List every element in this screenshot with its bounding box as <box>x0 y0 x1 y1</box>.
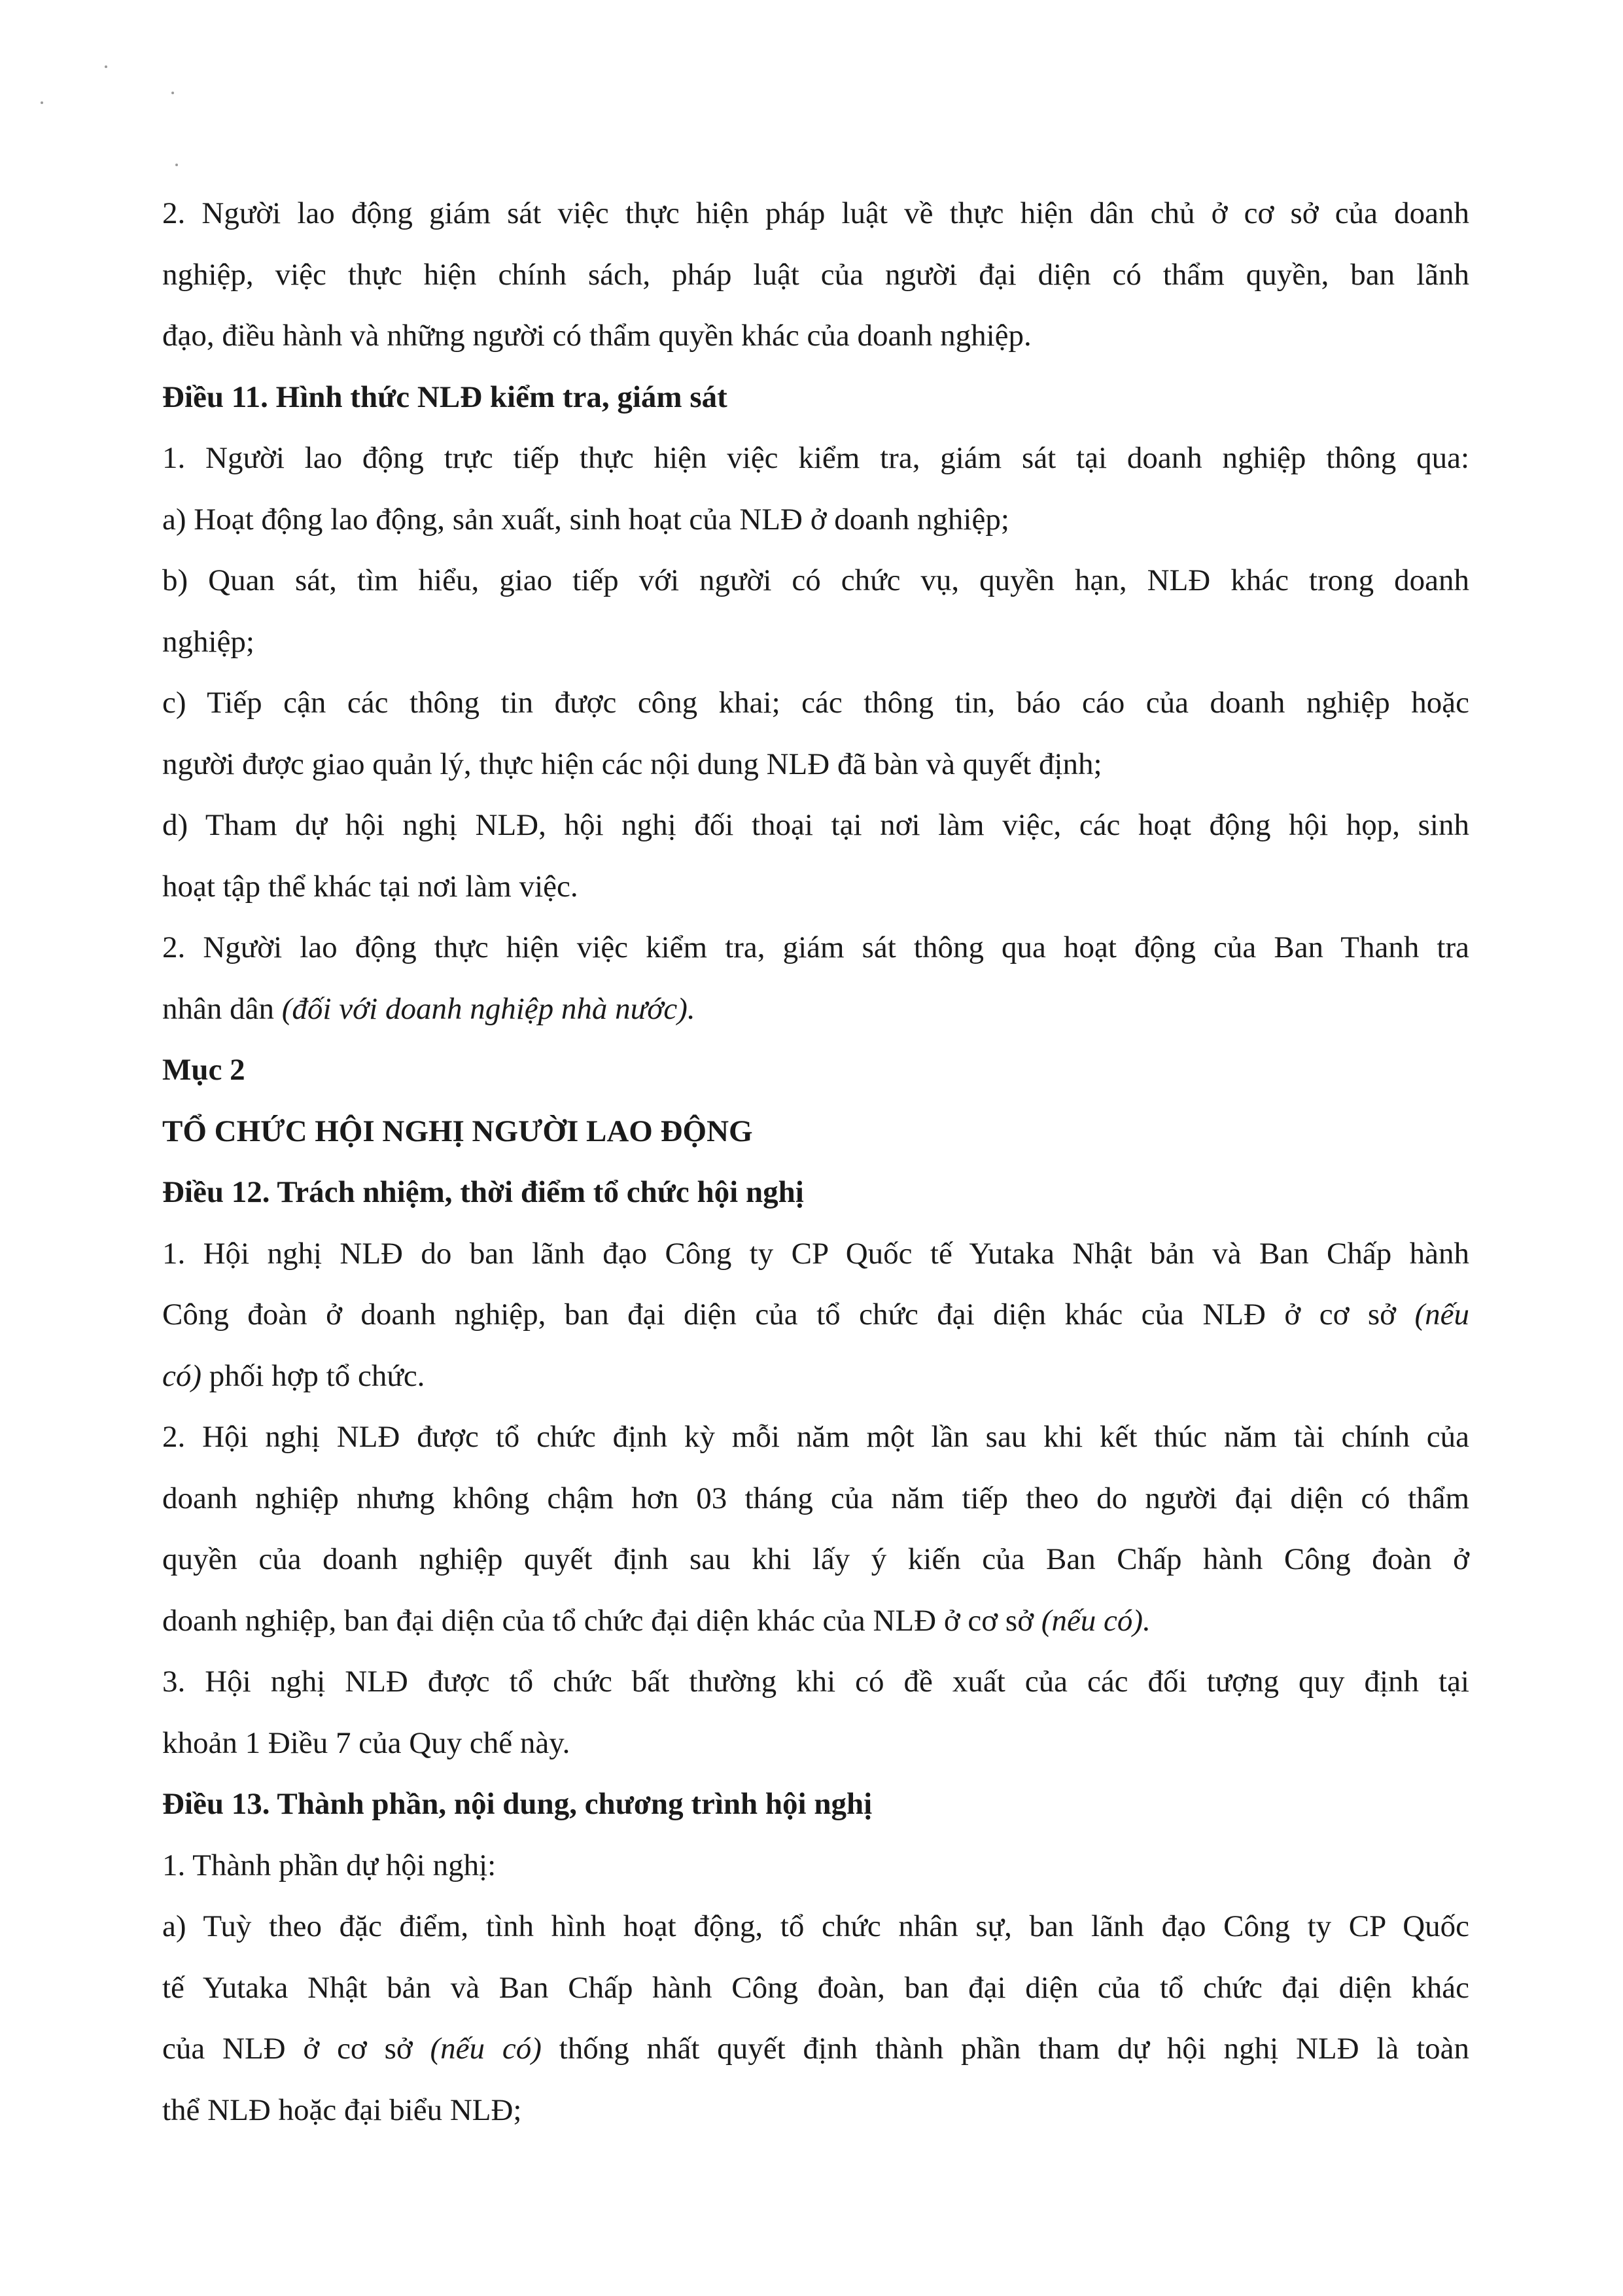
body-text: tế Yutaka Nhật bản và Ban Chấp hành Công đoàn, ban đại diện của tổ chức đại diện khác <box>162 1970 1469 2005</box>
body-text: a) Hoạt động lao động, sản xuất, sinh hoạt của NLĐ ở doanh nghiệp; <box>162 502 1009 537</box>
heading-text: Điều 13. Thành phần, nội dung, chương trình hội nghị <box>162 1787 873 1821</box>
body-text: quyền của doanh nghiệp quyết định sau khi lấy ý kiến của Ban Chấp hành Công đoàn ở <box>162 1542 1469 1576</box>
heading-text: Điều 12. Trách nhiệm, thời điểm tổ chức hội nghị <box>162 1175 804 1209</box>
text-line <box>162 1651 1469 1713</box>
heading-text: Mục 2 <box>162 1053 245 1087</box>
body-text: d) Tham dự hội nghị NLĐ, hội nghị đối thoại tại nơi làm việc, các hoạt động hội họp, sinh <box>162 808 1469 842</box>
body-text: thể NLĐ hoặc đại biểu NLĐ; <box>162 2093 522 2127</box>
text-line <box>162 367 1469 429</box>
body-text: thống nhất quyết định thành phần tham dự hội nghị NLĐ là toàn <box>541 2032 1469 2066</box>
body-text: c) Tiếp cận các thông tin được công khai; các thông tin, báo cáo của doanh nghiệp hoặc <box>162 686 1469 720</box>
body-text: khoản 1 Điều 7 của Quy chế này. <box>162 1725 570 1760</box>
body-text: 2. Hội nghị NLĐ được tổ chức định kỳ mỗi năm một lần sau khi kết thúc năm tài chính của <box>162 1420 1469 1454</box>
text-line <box>162 612 1469 673</box>
body-text: đạo, điều hành và những người có thẩm quyền khác của doanh nghiệp. <box>162 319 1032 353</box>
text-line <box>162 489 1469 551</box>
italic-text: (nếu <box>1414 1298 1469 1332</box>
text-line <box>162 1896 1469 1958</box>
text-line <box>162 857 1469 918</box>
text-line <box>162 979 1469 1040</box>
body-text: 2. Người lao động giám sát việc thực hiện pháp luật về thực hiện dân chủ ở cơ sở của doanh <box>162 196 1469 230</box>
body-text: doanh nghiệp, ban đại diện của tổ chức đại diện khác của NLĐ ở cơ sở <box>162 1603 1041 1638</box>
text-line <box>162 1284 1469 1346</box>
text-line <box>162 1958 1469 2019</box>
text-line <box>162 183 1469 245</box>
text-line <box>162 245 1469 306</box>
text-line <box>162 1529 1469 1591</box>
body-text: 1. Người lao động trực tiếp thực hiện việc kiểm tra, giám sát tại doanh nghiệp thông qua: <box>162 441 1469 475</box>
document-body <box>162 183 1469 2141</box>
text-line <box>162 1407 1469 1468</box>
text-line <box>162 1162 1469 1224</box>
text-line <box>162 673 1469 734</box>
text-line <box>162 306 1469 367</box>
text-line <box>162 1224 1469 1285</box>
text-line <box>162 428 1469 489</box>
text-line <box>162 2080 1469 2142</box>
body-text: 1. Thành phần dự hội nghị: <box>162 1848 497 1882</box>
scan-speck <box>41 101 43 104</box>
text-line <box>162 795 1469 857</box>
text-line <box>162 550 1469 612</box>
text-line <box>162 1101 1469 1163</box>
text-line <box>162 1774 1469 1835</box>
heading-text: Điều 11. Hình thức NLĐ kiểm tra, giám sát <box>162 380 727 414</box>
text-line <box>162 1346 1469 1407</box>
body-text: nhân dân <box>162 991 282 1026</box>
body-text: b) Quan sát, tìm hiểu, giao tiếp với người có chức vụ, quyền hạn, NLĐ khác trong doanh <box>162 563 1469 597</box>
italic-text: (nếu có) <box>430 2032 542 2066</box>
text-line <box>162 1040 1469 1101</box>
body-text: 1. Hội nghị NLĐ do ban lãnh đạo Công ty CP Quốc tế Yutaka Nhật bản và Ban Chấp hành <box>162 1236 1469 1271</box>
body-text: của NLĐ ở cơ sở <box>162 2032 430 2066</box>
body-text: hoạt tập thể khác tại nơi làm việc. <box>162 869 578 904</box>
text-line <box>162 1835 1469 1897</box>
text-line <box>162 1591 1469 1652</box>
heading-text: TỔ CHỨC HỘI NGHỊ NGƯỜI LAO ĐỘNG <box>162 1114 753 1148</box>
scan-speck <box>105 65 107 68</box>
body-text: doanh nghiệp nhưng không chậm hơn 03 tháng của năm tiếp theo do người đại diện có thẩm <box>162 1481 1469 1515</box>
scan-speck <box>175 164 178 166</box>
italic-text: (đối với doanh nghiệp nhà nước). <box>281 991 695 1026</box>
body-text: nghiệp; <box>162 624 254 659</box>
body-text: nghiệp, việc thực hiện chính sách, pháp luật của người đại diện có thẩm quyền, ban lãnh <box>162 257 1469 292</box>
scan-speck <box>171 92 174 94</box>
body-text: phối hợp tổ chức. <box>201 1358 425 1393</box>
body-text: Công đoàn ở doanh nghiệp, ban đại diện của tổ chức đại diện khác của NLĐ ở cơ sở <box>162 1298 1415 1332</box>
body-text: người được giao quản lý, thực hiện các nội dung NLĐ đã bàn và quyết định; <box>162 747 1102 781</box>
text-line <box>162 2019 1469 2080</box>
text-line <box>162 734 1469 796</box>
body-text: 3. Hội nghị NLĐ được tổ chức bất thường khi có đề xuất của các đối tượng quy định tại <box>162 1665 1469 1699</box>
body-text: a) Tuỳ theo đặc điểm, tình hình hoạt động, tổ chức nhân sự, ban lãnh đạo Công ty CP Quốc <box>162 1909 1469 1943</box>
text-line <box>162 1468 1469 1530</box>
text-line <box>162 1713 1469 1775</box>
body-text: 2. Người lao động thực hiện việc kiểm tra, giám sát thông qua hoạt động của Ban Thanh tra <box>162 930 1469 964</box>
italic-text: (nếu có). <box>1041 1603 1151 1638</box>
italic-text: có) <box>162 1358 202 1393</box>
text-line <box>162 917 1469 979</box>
